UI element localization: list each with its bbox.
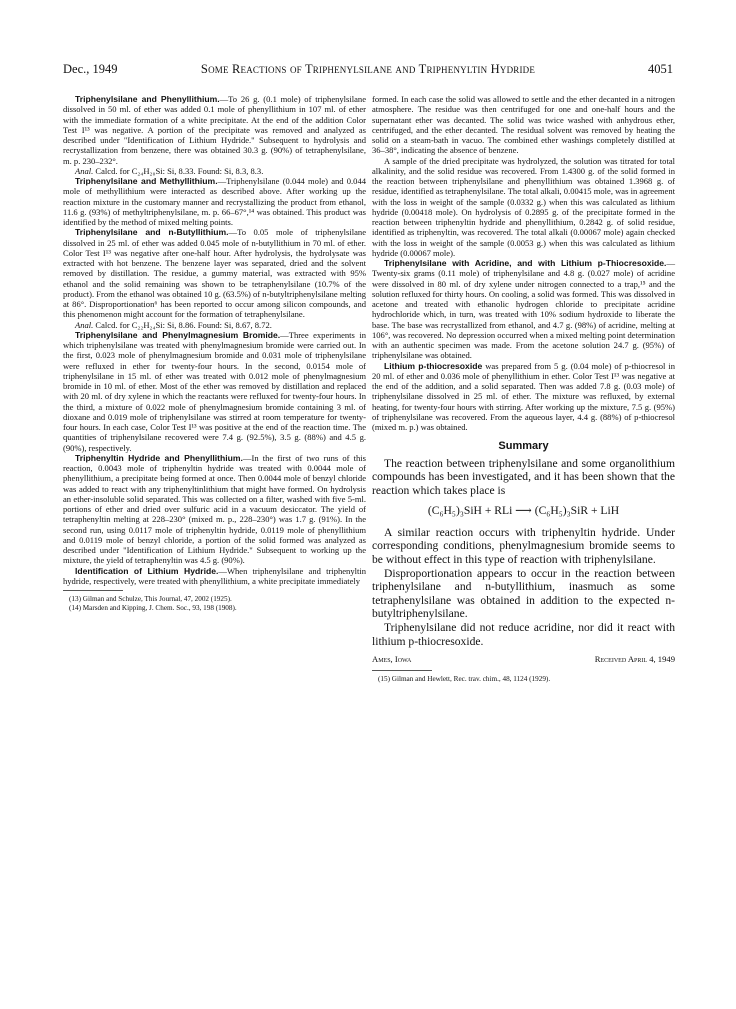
- received-date: Received April 4, 1949: [594, 654, 675, 665]
- paragraph-triphenylsilane-methyllithium: [63, 176, 366, 227]
- footnote-13: (13) Gilman and Schulze, This Journal, 47, 2002 (1925).: [69, 595, 232, 603]
- summary-heading: Summary: [498, 440, 549, 453]
- summary-paragraph: A similar reaction occurs with triphenyltin hydride. Under corresponding conditions, phenylmagnesium bromide seems to be without effect in this type of reaction with triphenylsilane.: [372, 525, 675, 567]
- issue-date: Dec., 1949: [63, 62, 118, 76]
- paragraph-phenylmagnesium-bromide: [63, 330, 366, 453]
- section-heading: Triphenyltin Hydride and Phenyllithium.: [75, 452, 243, 463]
- running-header: [63, 62, 673, 80]
- summary-paragraph: Disproportionation appears to occur in the reaction between triphenylsilane and n-butyllithium, inasmuch as some tetraphenylsilane was obtained in addition to the expected n-butyltriphenylsilane.: [372, 566, 675, 621]
- paragraph-continued: formed. In each case the solid was allowed to settle and the ether decanted in a nitrogen atmosphere. The residue was then centrifuged for one and one-half hours and the supernatant ether was decanted. The solid was twice washed with anhydrous ether, centrifuged, and the ether decanted. The residual solvent was removed by heating the solid on a steam-bath in vacuo. The combined ether washings completely distilled at 36–38°, indicating the absence of benzene.: [372, 94, 675, 156]
- summary-section: [372, 457, 675, 649]
- right-column: [372, 94, 675, 684]
- analysis-line: [63, 166, 366, 176]
- footnote-15: (15) Gilman and Hewlett, Rec. trav. chim., 48, 1124 (1929).: [378, 675, 551, 684]
- footnote-divider: [372, 670, 432, 671]
- section-heading: Triphenylsilane and n-Butyllithium.: [75, 227, 229, 238]
- summary-paragraph: Triphenylsilane did not reduce acridine, nor did it react with lithium p-thiocresoxide.: [372, 621, 675, 648]
- section-heading: Triphenylsilane and Phenylmagnesium Bromide.: [75, 329, 281, 340]
- summary-paragraph: The reaction between triphenylsilane and some organolithium compounds has been investigated, and it has been shown that the reaction which takes place is: [372, 456, 675, 497]
- institution-location: Ames, Iowa: [372, 654, 412, 665]
- paragraph-text: —Triphenylsilane (0.044 mole) and 0.044 mole of methyllithium were interacted as described above. After working up the reaction mixture in the customary manner and recrystallizing the product from ethanol, 11.6 g. (93%) of methyltriphenylsilane, m. p. 66–67°,¹⁴ was obtained. This product was identified by the method of mixed melting points.: [63, 176, 366, 227]
- page-number: 4051: [648, 62, 673, 76]
- signature-line: [372, 654, 675, 666]
- running-title: Some Reactions of Triphenylsilane and Triphenyltin Hydride: [200, 62, 536, 76]
- paragraph-text: was prepared from 5 g. (0.04 mole) of p-thiocresol in 20 ml. of ether and 0.036 mole of phenyllithium in ether. Color Test I¹³ was negative at the end of the addition, and a solid separated. Then was added 7.8 g. (0.03 mole) of triphenylsilane dissolved in 25 ml. of ether. The mixture was refluxed, by external heating, for twenty-four hours with stirring. After working up the mixture, 7.5 g. (95%) of triphenylsilane was recovered. From the aqueous layer, 4.4 g. (88%) of p-thiocresol (mixed m. p.) was obtained.: [372, 360, 675, 432]
- left-column: [63, 94, 366, 613]
- analysis-line: [63, 320, 366, 330]
- paragraph-text: —To 0.05 mole of triphenylsilane dissolved in 25 ml. of ether was added 0.045 mole of n-butyllithium in 70 ml. of ether. Color Test I¹³ was negative after one-half hour. After hydrolysis, the hydrolysate was extracted with hot benzene. The benzene layer was separated, dried and the solvent removed by distillation. The residue, a gummy material, was extracted with 95% ethanol and the solid remaining was shown to be tetraphenylsilane (10.7% of the product). From the ethanol was obtained 10 g. (63.5%) of n-butyltriphenylsilane melting at 86°. Disproportionation⁶ has been reported to occur among silicon compounds, and this phenomenon might account for the formation of tetraphenylsilane.: [63, 227, 366, 320]
- paragraph-lithium-hydride-identification: [63, 566, 366, 587]
- paragraph-text: —In the first of two runs of this reaction, 0.0043 mole of triphenyltin hydride was treated with 0.0044 mole of phenyllithium, a precipitate being formed at once. Then 0.0044 mole of benzyl chloride was added to react with any triphenyltinlithium that might have formed. On hydrolysis an ether-insoluble solid separated. This was collected on a filter, washed with five 5-ml. portions of ether and dried over sulfuric acid in a vacuum desiccator. The yield of tetraphenyltin melting at 228–230° (mixed m. p., 228–230°) was 1.7 g. (91%). In the second run, using 0.0117 mole of triphenyltin hydride, 0.0119 mole of phenyllithium and 0.0119 mole of benzyl chloride, a portion of the solid formed was analyzed as described under "Identification of Lithium Hydride." Subsequent to working up the mixture, the yield of tetraphenyltin was 4.5 g. (90%).: [63, 452, 366, 566]
- paragraph-acridine: [372, 258, 675, 361]
- analysis-text: Calcd. for C₂₄H₂₀Si: Si, 8.33. Found: Si, 8.3, 8.3.: [93, 165, 264, 176]
- paragraph-text: —Three experiments in which triphenylsilane was treated with phenylmagnesium bromide were carried out. In the first, 0.023 mole of phenylmagnesium bromide and 0.031 mole of triphenylsilane were refluxed in ether for twenty-four hours. In the second, 0.0154 mole of triphenylsilane in 15 ml. of ether was treated with 0.012 mole of phenylmagnesium bromide in 10 ml. of ether. Most of the ether was removed by distillation and replaced with 20 ml. of dry xylene in which the reactants were refluxed for twenty-four hours. In the third, a mixture of 0.022 mole of phenylmagnesium bromide containing 3 ml. of dioxane and 0.019 mole of triphenylsilane was stirred at room temperature for twenty-four hours. In each case, Color Test I¹³ was positive at the end of the reaction time. The quantities of triphenylsilane recovered were 7.4 g. (92.5%), 3.5 g. (88%) and 4.5 g. (90%), respectively.: [63, 329, 366, 453]
- section-heading: Triphenylsilane and Phenyllithium.: [75, 94, 220, 104]
- paragraph-text: —Twenty-six grams (0.11 mole) of triphenylsilane and 4.8 g. (0.027 mole) of acridine were dissolved in 80 ml. of dry xylene under nitrogen connected to a trap,¹⁵ and the solution refluxed for thirty hours. On cooling, a solid was formed. This was dissolved in acetone and treated with ethanolic hydrogen chloride to precipitate acridine hydrochloride which, in turn, was treated with 10% sodium hydroxide to liberate the base. The base was recrystallized from ethanol, and 4.7 g. (98%) of acridine, melting at 106°, was recovered. No depression occurred when a mixed melting point determination with an authentic specimen was made. From the acetone solution 24.7 g. (95%) of triphenylsilane was obtained.: [372, 258, 675, 361]
- paragraph-text: —When triphenylsilane and triphenyltin hydride, respectively, were treated with phenyllithium, a white precipitate immediately: [63, 565, 366, 586]
- paragraph-triphenylsilane-butyllithium: [63, 227, 366, 319]
- section-heading: Triphenylsilane and Methyllithium.: [75, 176, 218, 186]
- paragraph-triphenylsilane-phenyllithium: [63, 94, 366, 166]
- paragraph-text: —To 26 g. (0.1 mole) of triphenylsilane dissolved in 50 ml. of ether was added 0.1 mole of phenyllithium in 107 ml. of ether with the immediate formation of a white precipitate. At the end of the addition Color Test I¹³ was negative. A portion of the precipitate was removed and analyzed as described under "Identification of Lithium Hydride." Subsequent to hydrolysis and recrystallization from benzene, there was obtained 30.3 g. (90%) of tetraphenylsilane, m. p. 230–232°.: [63, 94, 366, 166]
- footnote-14: (14) Marsden and Kipping, J. Chem. Soc., 93, 198 (1908).: [69, 604, 237, 612]
- reaction-equation: (C₆H₅)₃SiH + RLi ⟶ (C₆H₅)₃SiR + LiH: [427, 504, 620, 518]
- section-heading: Triphenylsilane with Acridine, and with Lithium p-Thiocresoxide.: [384, 258, 667, 268]
- paragraph-triphenyltin-hydride: [63, 453, 366, 566]
- section-heading: Identification of Lithium Hydride.: [75, 565, 219, 576]
- analysis-text: Calcd. for C₂₂H₂₄Si: Si, 8.86. Found: Si, 8.67, 8.72.: [93, 319, 272, 330]
- footnote-divider: [63, 590, 123, 591]
- analysis-label: Anal.: [75, 319, 94, 330]
- section-heading: Lithium p-thiocresoxide: [384, 360, 483, 371]
- paragraph-thiocresoxide: [372, 361, 675, 433]
- analysis-label: Anal.: [75, 165, 94, 176]
- paragraph-hydrolysis: A sample of the dried precipitate was hydrolyzed, the solution was titrated for total alkalinity, and the solid residue was recovered. From 1.4300 g. of the solid formed in the reaction between triphenylsilane and phenyllithium was obtained 1.3968 g. of residue, identified as tetraphenylsilane. The total alkali, 0.00415 mole, was in agreement with the loss in weight of the sample (0.0332 g.) when this was calculated as lithium hydride (0.00418 mole). On hydrolysis of 0.2895 g. of the precipitate formed in the reaction between triphenyltin hydride and phenyllithium, 0.2842 g. of solid residue, identified as triphenyltin, was recovered. The total alkali (0.00067 mole) again checked with the loss in weight of the sample (0.0053 g.) when this was calculated as lithium hydride (0.00067 mole).: [372, 155, 675, 258]
